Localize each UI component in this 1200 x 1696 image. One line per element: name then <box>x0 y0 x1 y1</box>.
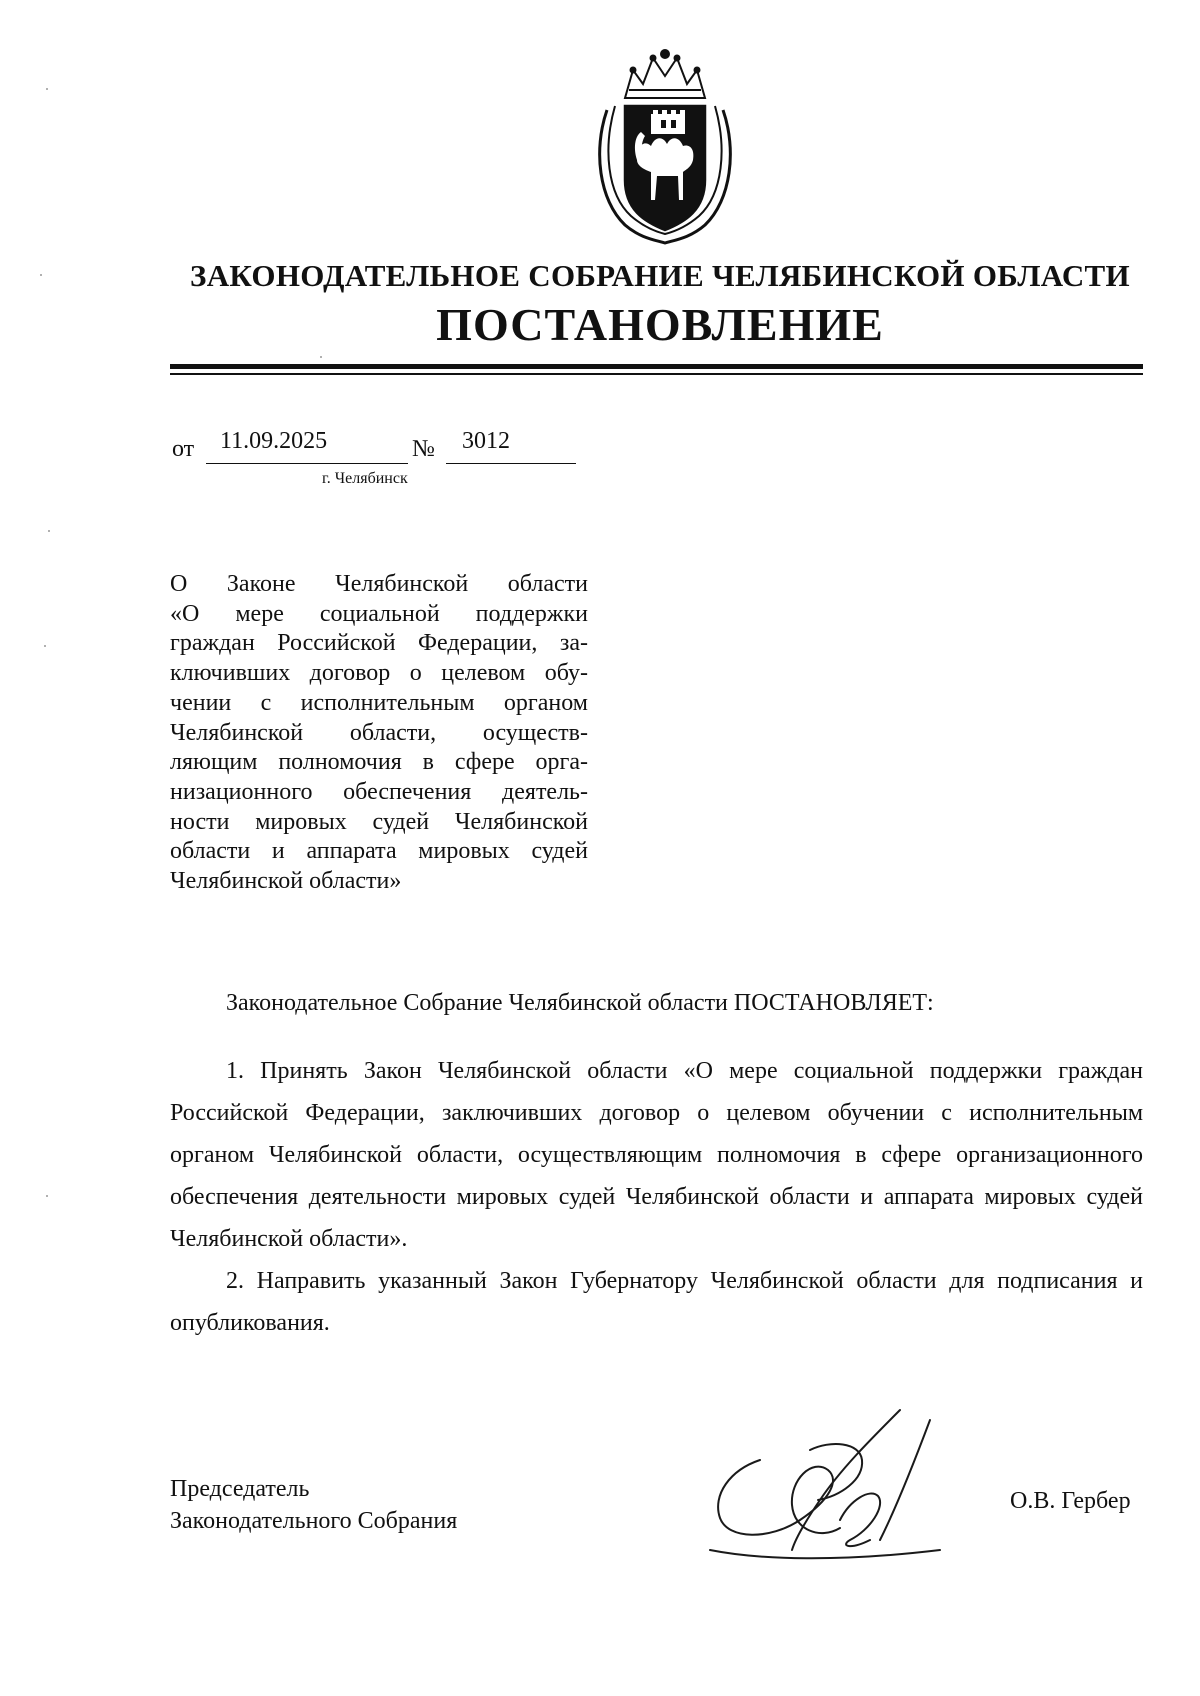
handwritten-signature <box>700 1400 970 1575</box>
number-prefix: № <box>412 436 435 462</box>
subject-line: Челябинской области, осуществ- <box>170 719 588 746</box>
header-rule-thick <box>170 364 1143 369</box>
date-underline <box>206 463 408 464</box>
subject-line: низационного обеспечения деятель- <box>170 778 588 805</box>
signer-position-line: Законодательного Собрания <box>170 1508 458 1534</box>
organization-title: ЗАКОНОДАТЕЛЬНОЕ СОБРАНИЕ ЧЕЛЯБИНСКОЙ ОБЛАСТИ <box>190 258 1130 293</box>
document-date: 11.09.2025 <box>220 428 328 454</box>
subject-line: «О мере социальной поддержки <box>170 600 588 627</box>
document-subject <box>170 570 588 897</box>
resolves-statement: Законодательное Собрание Челябинской области ПОСТАНОВЛЯЕТ: <box>226 990 934 1016</box>
signer-position <box>170 1473 457 1537</box>
resolution-item-1: 1. Принять Закон Челябинской области «О мере социальной поддержки граждан Российской Федерации, заключивших договор о целевом обучении с исполнительным органом Челябинской области, осуществляющим полномочия в сфере организационного обеспечения деятельности мировых судей Челябинской области и аппарата мировых судей Челябинской области». <box>170 1058 1143 1252</box>
subject-line: О Законе Челябинской области <box>170 571 588 597</box>
subject-line: области и аппарата мировых судей <box>170 838 588 865</box>
subject-line: ности мировых судей Челябинской <box>170 808 588 835</box>
date-prefix: от <box>172 436 195 462</box>
resolution-item-2: 2. Направить указанный Закон Губернатору Челябинской области для подписания и опубликования. <box>170 1268 1143 1336</box>
scan-speck <box>320 356 322 358</box>
document-meta <box>172 428 592 468</box>
number-underline <box>446 463 576 464</box>
signer-name: О.В. Гербер <box>1010 1488 1131 1514</box>
signer-position-line: Председатель <box>170 1476 310 1502</box>
document-type-title: ПОСТАНОВЛЕНИЕ <box>436 299 884 350</box>
scan-speck <box>44 645 46 647</box>
scan-speck <box>48 530 50 532</box>
resolution-body <box>170 1050 1143 1344</box>
subject-line: Челябинской области» <box>170 868 402 895</box>
subject-line: граждан Российской Федерации, за- <box>170 630 588 657</box>
scan-speck <box>46 1195 48 1197</box>
subject-line: ляющим полномочия в сфере орга- <box>170 749 588 776</box>
document-number: 3012 <box>462 428 510 454</box>
subject-line: ключивших договор о целевом обу- <box>170 660 588 687</box>
subject-line: чении с исполнительным органом <box>170 689 588 716</box>
scan-speck <box>46 88 48 90</box>
document-city: г. Челябинск <box>322 470 408 487</box>
scan-speck <box>40 274 42 276</box>
header-rule-thin <box>170 373 1143 375</box>
coat-of-arms-emblem <box>585 40 745 245</box>
